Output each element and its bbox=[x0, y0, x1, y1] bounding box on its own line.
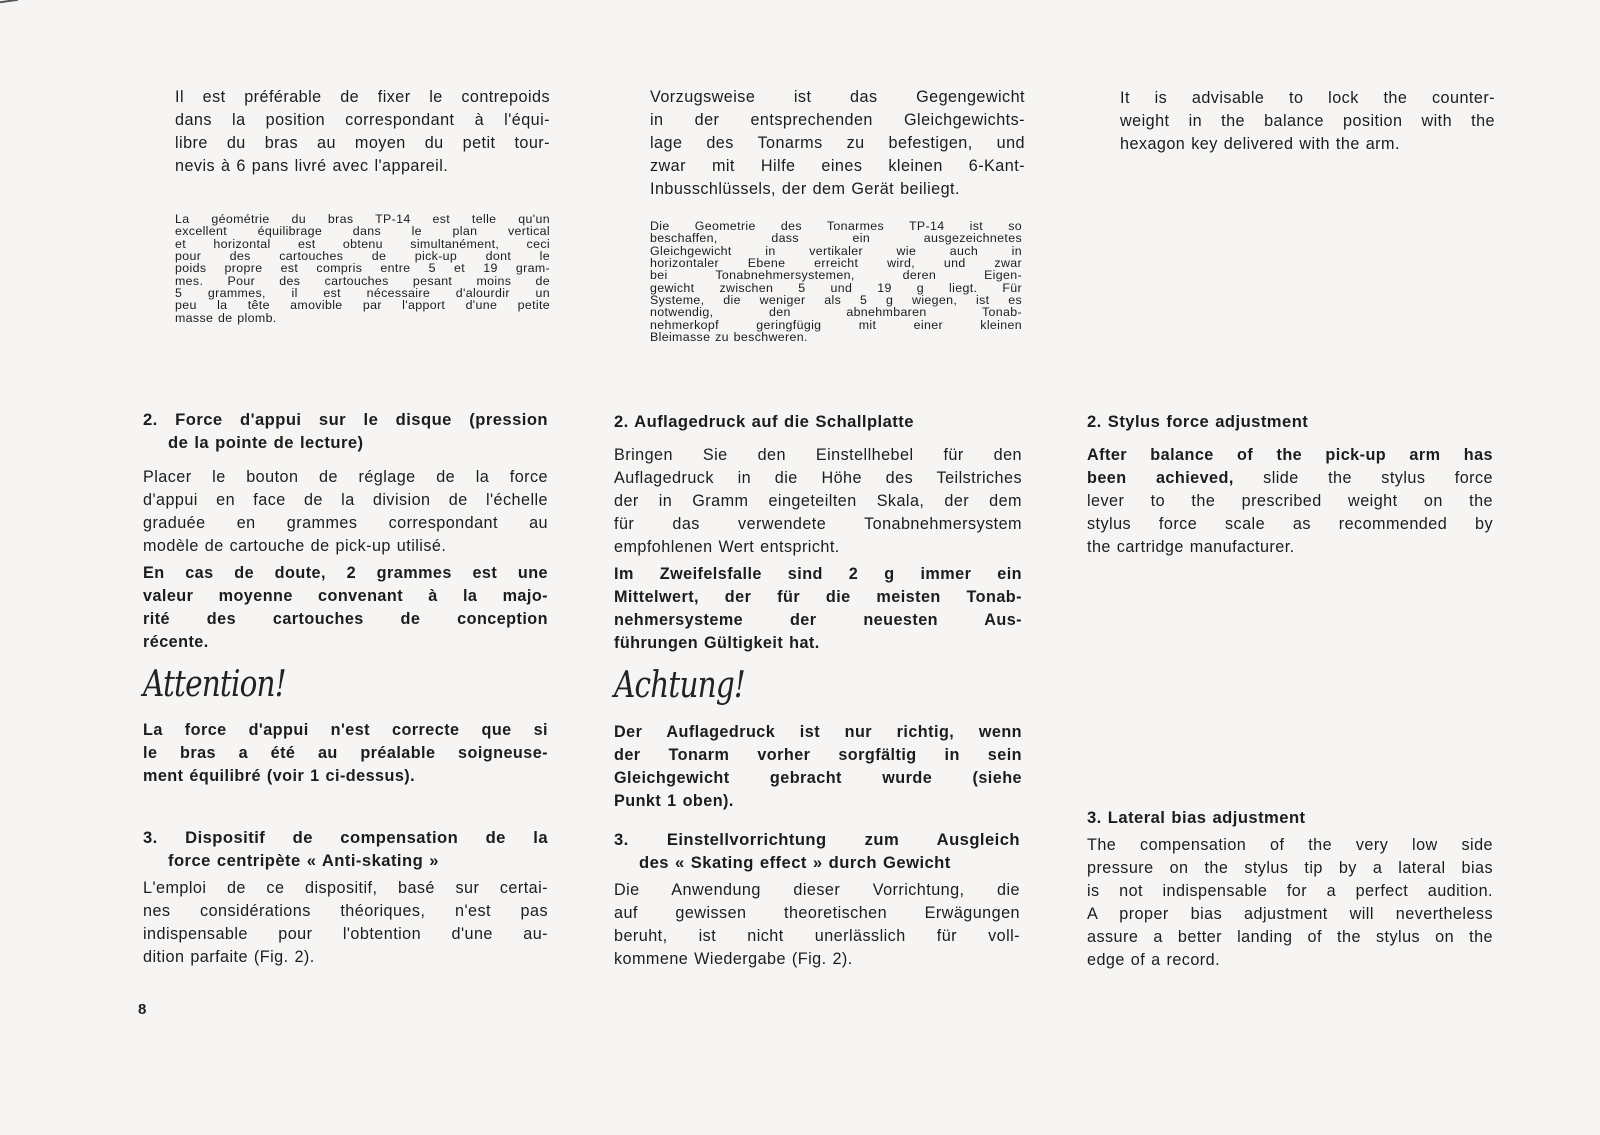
en-heading-lateral-bias bbox=[1087, 806, 1387, 829]
text-line: Auflagedruck in die Höhe des Teilstriches bbox=[614, 469, 1022, 487]
text-line: It is advisable to lock the counter- bbox=[1120, 89, 1495, 107]
fr-heading-anti-skating bbox=[143, 826, 548, 872]
text-line: zwar mit Hilfe eines kleinen 6-Kant- bbox=[650, 157, 1025, 175]
de-heading-skating bbox=[614, 828, 1020, 874]
en-stylus-force-bold-lead: been achieved, bbox=[1087, 469, 1234, 487]
de-attention-paragraph bbox=[614, 721, 1022, 813]
text-line: Bleimasse zu beschweren. bbox=[650, 330, 808, 345]
text-line: 2. Stylus force adjustment bbox=[1087, 412, 1309, 431]
text-line: modèle de cartouche de pick-up utilisé. bbox=[143, 537, 447, 555]
text-line: notwendig, den abnehmbaren Tonab- bbox=[650, 305, 1022, 320]
text-line: edge of a record. bbox=[1087, 951, 1221, 969]
text-line: pour des cartouches de pick-up dont le bbox=[175, 249, 550, 264]
text-line: the cartridge manufacturer. bbox=[1087, 538, 1295, 556]
de-heading-stylus-force bbox=[614, 410, 1004, 433]
text-line: Mittelwert, der für die meisten Tonab- bbox=[614, 588, 1022, 606]
text-line: lage des Tonarms zu befestigen, und bbox=[650, 134, 1025, 152]
text-line: Vorzugsweise ist das Gegengewicht bbox=[650, 88, 1025, 106]
text-line: dans la position correspondant à l'équi- bbox=[175, 111, 550, 129]
text-line: 3. Dispositif de compensation de la bbox=[143, 828, 548, 847]
text-line: kommene Wiedergabe (Fig. 2). bbox=[614, 950, 853, 968]
fr-attention-paragraph bbox=[143, 719, 548, 788]
text-line: Inbusschlüssels, der dem Gerät beiliegt. bbox=[650, 180, 960, 198]
text-line: La géométrie du bras TP-14 est telle qu'un bbox=[175, 212, 550, 226]
text-line: horizontaler Ebene erreicht wird, und zwar bbox=[650, 256, 1022, 271]
text-line: libre du bras au moyen du petit tour- bbox=[175, 134, 550, 152]
text-line: Gleichgewicht gebracht wurde (siehe bbox=[614, 769, 1022, 787]
text-line: graduée en grammes correspondant au bbox=[143, 514, 548, 532]
text-line: poids propre est compris entre 5 et 19 gram- bbox=[175, 261, 550, 276]
text-line: indispensable pour l'obtention d'une au- bbox=[143, 925, 548, 943]
text-line: le bras a été au préalable soigneuse- bbox=[143, 744, 548, 762]
en-intro-paragraph bbox=[1120, 87, 1495, 156]
text-line: et horizontal est obtenu simultanément, ceci bbox=[175, 236, 550, 251]
text-line: nehmerkopf geringfügig mit einer kleinen bbox=[650, 317, 1022, 332]
text-line: 2. Auflagedruck auf die Schallplatte bbox=[614, 412, 914, 431]
text-line: führungen Gültigkeit hat. bbox=[614, 634, 820, 652]
page-number: 8 bbox=[138, 1001, 147, 1018]
text-line: Der Auflagedruck ist nur richtig, wenn bbox=[614, 723, 1022, 741]
text-line: lever to the prescribed weight on the bbox=[1087, 492, 1493, 510]
text-line: Punkt 1 oben). bbox=[614, 792, 734, 810]
text-line: de la pointe de lecture) bbox=[168, 433, 364, 452]
text-line: der Tonarm vorher sorgfältig in sein bbox=[614, 746, 1022, 764]
fr-stylus-force-paragraph bbox=[143, 466, 548, 558]
text-line: En cas de doute, 2 grammes est une bbox=[143, 564, 548, 582]
fr-intro-paragraph bbox=[175, 86, 550, 178]
text-line: Die Anwendung dieser Vorrichtung, die bbox=[614, 881, 1020, 899]
text-line: bei Tonabnehmersystemen, deren Eigen- bbox=[650, 268, 1022, 283]
text-line: beschaffen, dass ein ausgezeichnetes bbox=[650, 231, 1022, 246]
de-geometry-note bbox=[650, 220, 1022, 343]
de-attention-title: Achtung! bbox=[614, 665, 745, 706]
text-line: nevis à 6 pans livré avec l'appareil. bbox=[175, 157, 449, 175]
text-line: The compensation of the very low side bbox=[1087, 836, 1493, 854]
text-line: hexagon key delivered with the arm. bbox=[1120, 135, 1400, 153]
text-line: Bringen Sie den Einstellhebel für den bbox=[614, 446, 1022, 464]
de-stylus-force-paragraph bbox=[614, 444, 1022, 559]
text-line: d'appui en face de la division de l'échelle bbox=[143, 491, 548, 509]
de-intro-paragraph bbox=[650, 86, 1025, 201]
text-line: des « Skating effect » durch Gewicht bbox=[639, 853, 951, 872]
text-line: stylus force scale as recommended by bbox=[1087, 515, 1493, 533]
text-line: valeur moyenne convenant à la majo- bbox=[143, 587, 548, 605]
text-line: récente. bbox=[143, 633, 209, 651]
fr-geometry-note bbox=[175, 213, 550, 324]
scan-edge-mark bbox=[0, 0, 18, 3]
text-line: Gleichgewicht in vertikaler wie auch in bbox=[650, 243, 1022, 258]
en-heading-stylus-force bbox=[1087, 410, 1387, 433]
text-line: ment équilibré (voir 1 ci-dessus). bbox=[143, 767, 416, 785]
text-line: assure a better landing of the stylus on the bbox=[1087, 928, 1493, 946]
fr-anti-skating-paragraph bbox=[143, 877, 548, 969]
fr-heading-stylus-force bbox=[143, 408, 548, 454]
en-stylus-force-bold-line: After balance of the pick-up arm has bbox=[1087, 446, 1493, 464]
text-line: in der entsprechenden Gleichgewichts- bbox=[650, 111, 1025, 129]
text-line: dition parfaite (Fig. 2). bbox=[143, 948, 315, 966]
en-stylus-force-mixed-line bbox=[1087, 467, 1493, 490]
text-line: Systeme, die weniger als 5 g wiegen, ist es bbox=[650, 293, 1022, 308]
text-line: beruht, ist nicht unerlässlich für voll- bbox=[614, 927, 1020, 945]
text-line: force centripète « Anti-skating » bbox=[168, 851, 439, 870]
de-stylus-force-bold-note bbox=[614, 563, 1022, 655]
text-line: weight in the balance position with the bbox=[1120, 112, 1495, 130]
text-line: Im Zweifelsfalle sind 2 g immer ein bbox=[614, 565, 1022, 583]
text-line: gewicht zwischen 5 und 19 g liegt. Für bbox=[650, 280, 1022, 295]
text-line: für das verwendete Tonabnehmersystem bbox=[614, 515, 1022, 533]
en-stylus-force-line-rest: slide the stylus force bbox=[1263, 469, 1493, 487]
en-stylus-force-paragraph bbox=[1087, 444, 1493, 559]
de-skating-paragraph bbox=[614, 879, 1020, 971]
text-line: auf gewissen theoretischen Erwägungen bbox=[614, 904, 1020, 922]
en-lateral-bias-paragraph bbox=[1087, 834, 1493, 972]
text-line: nes considérations théoriques, n'est pas bbox=[143, 902, 548, 920]
fr-stylus-force-bold-note bbox=[143, 562, 548, 654]
text-line: der in Gramm eingeteilten Skala, der dem bbox=[614, 492, 1022, 510]
text-line: peu la tête amovible par l'apport d'une petite bbox=[175, 298, 550, 313]
text-line: masse de plomb. bbox=[175, 310, 277, 325]
text-line: pressure on the stylus tip by a lateral bias bbox=[1087, 859, 1493, 877]
en-stylus-force-lines bbox=[1087, 490, 1493, 559]
text-line: La force d'appui n'est correcte que si bbox=[143, 721, 548, 739]
text-line: Placer le bouton de réglage de la force bbox=[143, 468, 548, 486]
text-line: 5 grammes, il est nécessaire d'alourdir un bbox=[175, 286, 550, 301]
text-line: A proper bias adjustment will nevertheless bbox=[1087, 905, 1493, 923]
text-line: is not indispensable for a perfect audition. bbox=[1087, 882, 1493, 900]
text-line: Il est préférable de fixer le contrepoids bbox=[175, 88, 550, 106]
text-line: 3. Einstellvorrichtung zum Ausgleich bbox=[614, 830, 1020, 849]
text-line: L'emploi de ce dispositif, basé sur certai- bbox=[143, 879, 548, 897]
text-line: mes. Pour des cartouches pesant moins de bbox=[175, 273, 550, 288]
text-line: empfohlenen Wert entspricht. bbox=[614, 538, 840, 556]
text-line: excellent équilibrage dans le plan vertical bbox=[175, 224, 550, 239]
text-line: 2. Force d'appui sur le disque (pression bbox=[143, 410, 548, 429]
text-line: rité des cartouches de conception bbox=[143, 610, 548, 628]
fr-attention-title: Attention! bbox=[143, 664, 286, 705]
text-line: nehmersysteme der neuesten Aus- bbox=[614, 611, 1022, 629]
text-line: Die Geometrie des Tonarmes TP-14 ist so bbox=[650, 219, 1022, 233]
text-line: 3. Lateral bias adjustment bbox=[1087, 808, 1306, 827]
